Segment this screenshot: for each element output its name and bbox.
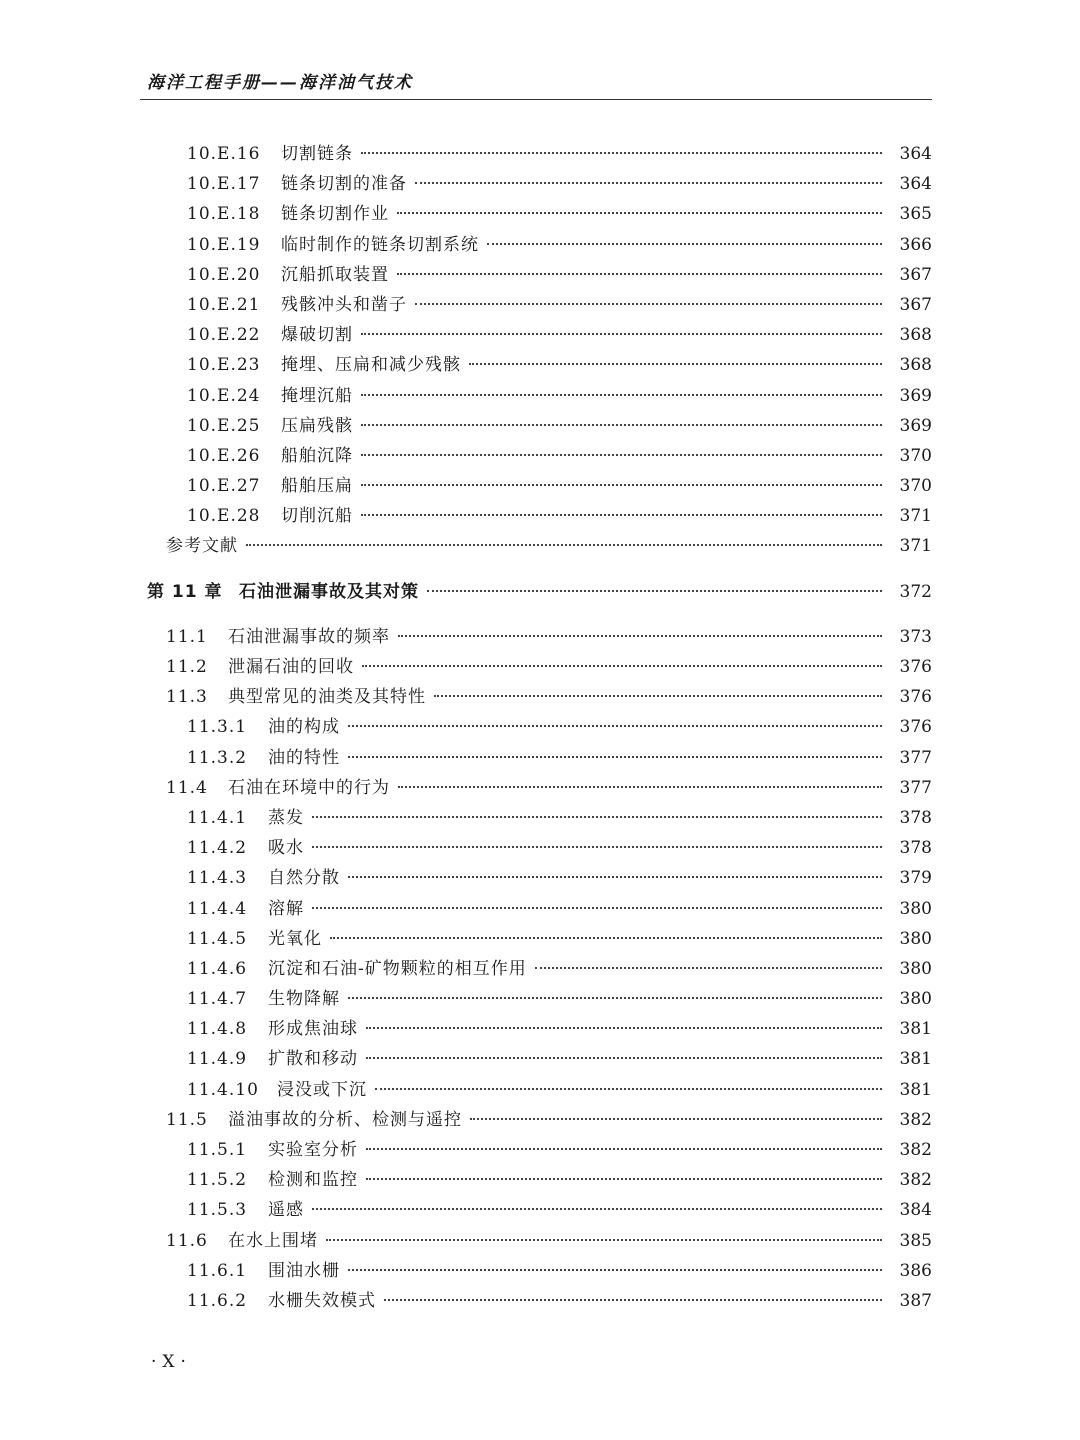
toc-entry-title: 链条切割的准备 <box>281 174 407 195</box>
toc-entry-page: 368 <box>899 325 932 346</box>
toc-entry <box>0 350 1080 380</box>
toc-entry-page: 366 <box>899 234 932 255</box>
toc-entry <box>0 622 1080 652</box>
dot-leader <box>375 1088 882 1090</box>
toc-entry-number: 11.5.2 <box>187 1170 248 1191</box>
toc-entry-title: 实验室分析 <box>268 1140 358 1160</box>
toc-entry-number: 10.E.23 <box>187 355 261 376</box>
toc-entry-title: 扩散和移动 <box>268 1049 358 1070</box>
toc-entry-title: 溢油事故的分析、检测与遥控 <box>228 1109 462 1130</box>
toc-entry-page: 364 <box>899 144 932 164</box>
toc-entry <box>0 320 1080 350</box>
toc-entry-number: 11.3 <box>166 687 208 708</box>
toc-entry-number: 11.4.5 <box>187 928 248 949</box>
toc-entry <box>0 1195 1080 1225</box>
toc-entry <box>0 833 1080 863</box>
toc-entry <box>0 1105 1080 1135</box>
toc-entry-title: 在水上围堵 <box>228 1230 318 1251</box>
toc-entry-title: 吸水 <box>268 838 304 859</box>
toc-entry-title: 沉淀和石油-矿物颗粒的相互作用 <box>268 958 527 979</box>
toc-entry-title: 临时制作的链条切割系统 <box>281 234 479 255</box>
toc-entry-page: 378 <box>899 838 932 859</box>
dot-leader <box>361 394 882 396</box>
dot-leader <box>348 997 882 999</box>
toc-entry-number: 11.4.8 <box>187 1019 248 1040</box>
toc-entry-number: 11.4.9 <box>187 1049 248 1070</box>
toc-entry-page: 376 <box>899 657 932 677</box>
toc-entry-title: 船舶压扁 <box>281 476 353 497</box>
toc-entry-number: 11.4.4 <box>187 898 248 919</box>
toc-entry-page: 382 <box>899 1109 932 1130</box>
toc-entry-page: 371 <box>899 506 932 527</box>
toc-entry <box>0 441 1080 471</box>
toc-entry-page: 381 <box>899 1019 932 1040</box>
dot-leader <box>312 846 882 848</box>
toc-entry-number: 11.4.3 <box>187 868 248 889</box>
toc-entry-title: 光氧化 <box>268 928 322 949</box>
toc-entry-title: 船舶沉降 <box>281 445 353 466</box>
dot-leader <box>312 1208 882 1210</box>
toc-entry-page: 370 <box>899 476 932 497</box>
header-rule <box>140 99 932 100</box>
toc-entry-title: 自然分散 <box>268 868 340 889</box>
dot-leader <box>361 514 882 516</box>
toc-entry-number: 第 11 章 <box>147 581 223 602</box>
toc-entry-title: 形成焦油球 <box>268 1019 358 1040</box>
toc-entry-number: 11.4.2 <box>187 838 248 859</box>
toc-entry-title: 泄漏石油的回收 <box>228 657 354 677</box>
toc-entry-number: 11.6.1 <box>187 1260 248 1281</box>
toc-entry-title: 水栅失效模式 <box>268 1290 376 1311</box>
toc-entry-title: 油的特性 <box>268 747 340 768</box>
dot-leader <box>246 544 882 546</box>
dot-leader <box>361 484 882 486</box>
toc-entry-title: 典型常见的油类及其特性 <box>228 687 426 708</box>
toc-entry-title: 链条切割作业 <box>281 204 389 225</box>
toc-entry-page: 380 <box>899 898 932 919</box>
toc-entry-page: 377 <box>899 747 932 768</box>
toc-entry <box>0 501 1080 531</box>
toc-entry-title: 残骸冲头和凿子 <box>281 294 407 315</box>
toc-entry-title: 切削沉船 <box>281 506 353 527</box>
dot-leader <box>535 967 882 969</box>
dot-leader <box>398 635 882 637</box>
dot-leader <box>366 1057 882 1059</box>
toc-entry-title: 爆破切割 <box>281 325 353 346</box>
toc-entry-number: 11.3.1 <box>187 717 248 738</box>
toc-entry-page: 380 <box>899 928 932 949</box>
dot-leader <box>469 363 882 365</box>
toc-entry-title: 生物降解 <box>268 989 340 1010</box>
toc-entry-page: 378 <box>899 807 932 828</box>
toc-entry-number: 10.E.24 <box>187 385 261 406</box>
page-folio: ·X· <box>151 1352 192 1372</box>
dot-leader <box>348 1269 882 1271</box>
toc-entry-title: 参考文献 <box>166 536 238 557</box>
toc-entry <box>0 773 1080 803</box>
dot-leader <box>330 937 882 939</box>
toc-entry-title: 石油泄漏事故的频率 <box>228 626 390 647</box>
toc-entry-page: 381 <box>899 1049 932 1070</box>
toc-entry-number: 11.6 <box>166 1230 208 1251</box>
dot-leader <box>361 333 882 335</box>
dot-leader <box>366 1178 882 1180</box>
toc-entry-page: 370 <box>899 445 932 466</box>
toc-entry-number: 10.E.17 <box>187 174 261 195</box>
toc-entry <box>0 712 1080 742</box>
dot-leader <box>348 725 882 727</box>
toc-entry <box>0 682 1080 712</box>
toc-entry <box>0 199 1080 229</box>
toc-entry <box>0 743 1080 773</box>
toc-entry-page: 369 <box>899 385 932 406</box>
toc-entry-number: 10.E.18 <box>187 204 261 225</box>
toc-entry-number: 11.4.1 <box>187 807 248 828</box>
toc-entry-page: 381 <box>899 1079 932 1100</box>
toc-entry-number: 10.E.27 <box>187 476 261 497</box>
toc-entry-page: 382 <box>899 1140 932 1160</box>
toc-entry-title: 浸没或下沉 <box>277 1079 367 1100</box>
toc-entry-number: 11.4 <box>166 777 208 798</box>
dot-leader <box>366 1027 882 1029</box>
toc-entry-number: 11.2 <box>166 657 208 677</box>
toc-entry-title: 压扁残骸 <box>281 415 353 436</box>
dot-leader <box>362 665 882 667</box>
toc-entry-title: 石油在环境中的行为 <box>228 777 390 798</box>
toc-entry-page: 367 <box>899 264 932 285</box>
toc-entry-number: 11.3.2 <box>187 747 248 768</box>
toc-entry-number: 11.6.2 <box>187 1290 248 1311</box>
toc-entry-title: 沉船抓取装置 <box>281 264 389 285</box>
toc-entry-number: 10.E.26 <box>187 445 261 466</box>
toc-entry <box>0 1226 1080 1256</box>
toc-entry <box>0 1286 1080 1316</box>
dot-leader <box>415 182 882 184</box>
toc-entry-page: 376 <box>899 687 932 708</box>
toc-entry-page: 377 <box>899 777 932 798</box>
toc-entry-number: 11.4.10 <box>187 1079 259 1100</box>
toc-entry-page: 385 <box>899 1230 932 1251</box>
toc-entry-number: 11.5.3 <box>187 1200 248 1221</box>
dot-leader <box>487 243 882 245</box>
toc-entry <box>0 531 1080 561</box>
toc-entry <box>0 411 1080 441</box>
toc-entry-page: 372 <box>899 581 932 602</box>
toc-entry-title: 遥感 <box>268 1200 304 1221</box>
toc-entry <box>0 139 1080 169</box>
toc-entry <box>0 1014 1080 1044</box>
dot-leader <box>348 876 882 878</box>
toc-entry-number: 10.E.28 <box>187 506 261 527</box>
toc-entry <box>0 169 1080 199</box>
dot-leader <box>366 1148 882 1150</box>
dot-leader <box>397 212 882 214</box>
toc-entry-title: 溶解 <box>268 898 304 919</box>
toc-entry-number: 10.E.25 <box>187 415 261 436</box>
toc-entry-page: 379 <box>899 868 932 889</box>
toc-entry-title: 石油泄漏事故及其对策 <box>239 581 419 602</box>
dot-leader <box>398 786 882 788</box>
dot-leader <box>326 1239 882 1241</box>
toc-entry-page: 371 <box>899 536 932 557</box>
toc-entry-number: 11.5 <box>166 1109 208 1130</box>
toc-entry-number: 10.E.21 <box>187 294 261 315</box>
toc-entry-number: 10.E.16 <box>187 144 261 164</box>
dot-leader <box>312 816 882 818</box>
table-of-contents <box>0 139 1080 1316</box>
toc-chapter-entry <box>0 577 1080 607</box>
toc-entry <box>0 954 1080 984</box>
toc-entry-page: 386 <box>899 1260 932 1281</box>
toc-entry-number: 11.5.1 <box>187 1140 248 1160</box>
toc-entry-page: 380 <box>899 989 932 1010</box>
dot-leader <box>361 424 882 426</box>
toc-entry <box>0 803 1080 833</box>
toc-entry <box>0 1044 1080 1074</box>
dot-leader <box>434 695 882 697</box>
toc-entry-number: 11.1 <box>166 626 208 647</box>
toc-entry <box>0 230 1080 260</box>
toc-entry-page: 364 <box>899 174 932 195</box>
toc-entry <box>0 1075 1080 1105</box>
toc-entry-page: 368 <box>899 355 932 376</box>
toc-entry-title: 围油水栅 <box>268 1260 340 1281</box>
toc-entry <box>0 381 1080 411</box>
dot-leader <box>348 756 882 758</box>
toc-entry <box>0 1135 1080 1165</box>
dot-leader <box>361 454 882 456</box>
toc-entry-number: 11.4.7 <box>187 989 248 1010</box>
dot-leader <box>397 273 882 275</box>
toc-entry <box>0 863 1080 893</box>
toc-entry-page: 373 <box>899 626 932 647</box>
dot-leader <box>361 152 882 154</box>
toc-entry-page: 367 <box>899 294 932 315</box>
toc-entry-title: 油的构成 <box>268 717 340 738</box>
toc-entry-page: 380 <box>899 958 932 979</box>
dot-leader <box>312 907 882 909</box>
toc-entry-title: 掩埋、压扁和减少残骸 <box>281 355 461 376</box>
toc-entry <box>0 894 1080 924</box>
toc-entry-page: 365 <box>899 204 932 225</box>
toc-entry <box>0 290 1080 320</box>
dot-leader <box>415 303 882 305</box>
toc-entry <box>0 924 1080 954</box>
toc-entry-page: 387 <box>899 1290 932 1311</box>
toc-entry <box>0 984 1080 1014</box>
toc-entry-page: 384 <box>899 1200 932 1221</box>
toc-entry <box>0 1165 1080 1195</box>
toc-entry <box>0 471 1080 501</box>
toc-entry <box>0 1256 1080 1286</box>
dot-leader <box>427 590 882 592</box>
dot-leader <box>470 1118 882 1120</box>
toc-entry-page: 369 <box>899 415 932 436</box>
toc-entry-number: 11.4.6 <box>187 958 248 979</box>
running-header: 海洋工程手册——海洋油气技术 <box>147 73 413 93</box>
toc-entry-number: 10.E.19 <box>187 234 261 255</box>
toc-entry-page: 376 <box>899 717 932 738</box>
toc-entry-number: 10.E.20 <box>187 264 261 285</box>
dot-leader <box>384 1299 882 1301</box>
toc-entry <box>0 260 1080 290</box>
toc-entry-page: 382 <box>899 1170 932 1191</box>
toc-entry-number: 10.E.22 <box>187 325 261 346</box>
toc-entry-title: 掩埋沉船 <box>281 385 353 406</box>
toc-entry-title: 蒸发 <box>268 807 304 828</box>
toc-entry-title: 切割链条 <box>281 144 353 164</box>
toc-entry <box>0 652 1080 682</box>
toc-entry-title: 检测和监控 <box>268 1170 358 1191</box>
